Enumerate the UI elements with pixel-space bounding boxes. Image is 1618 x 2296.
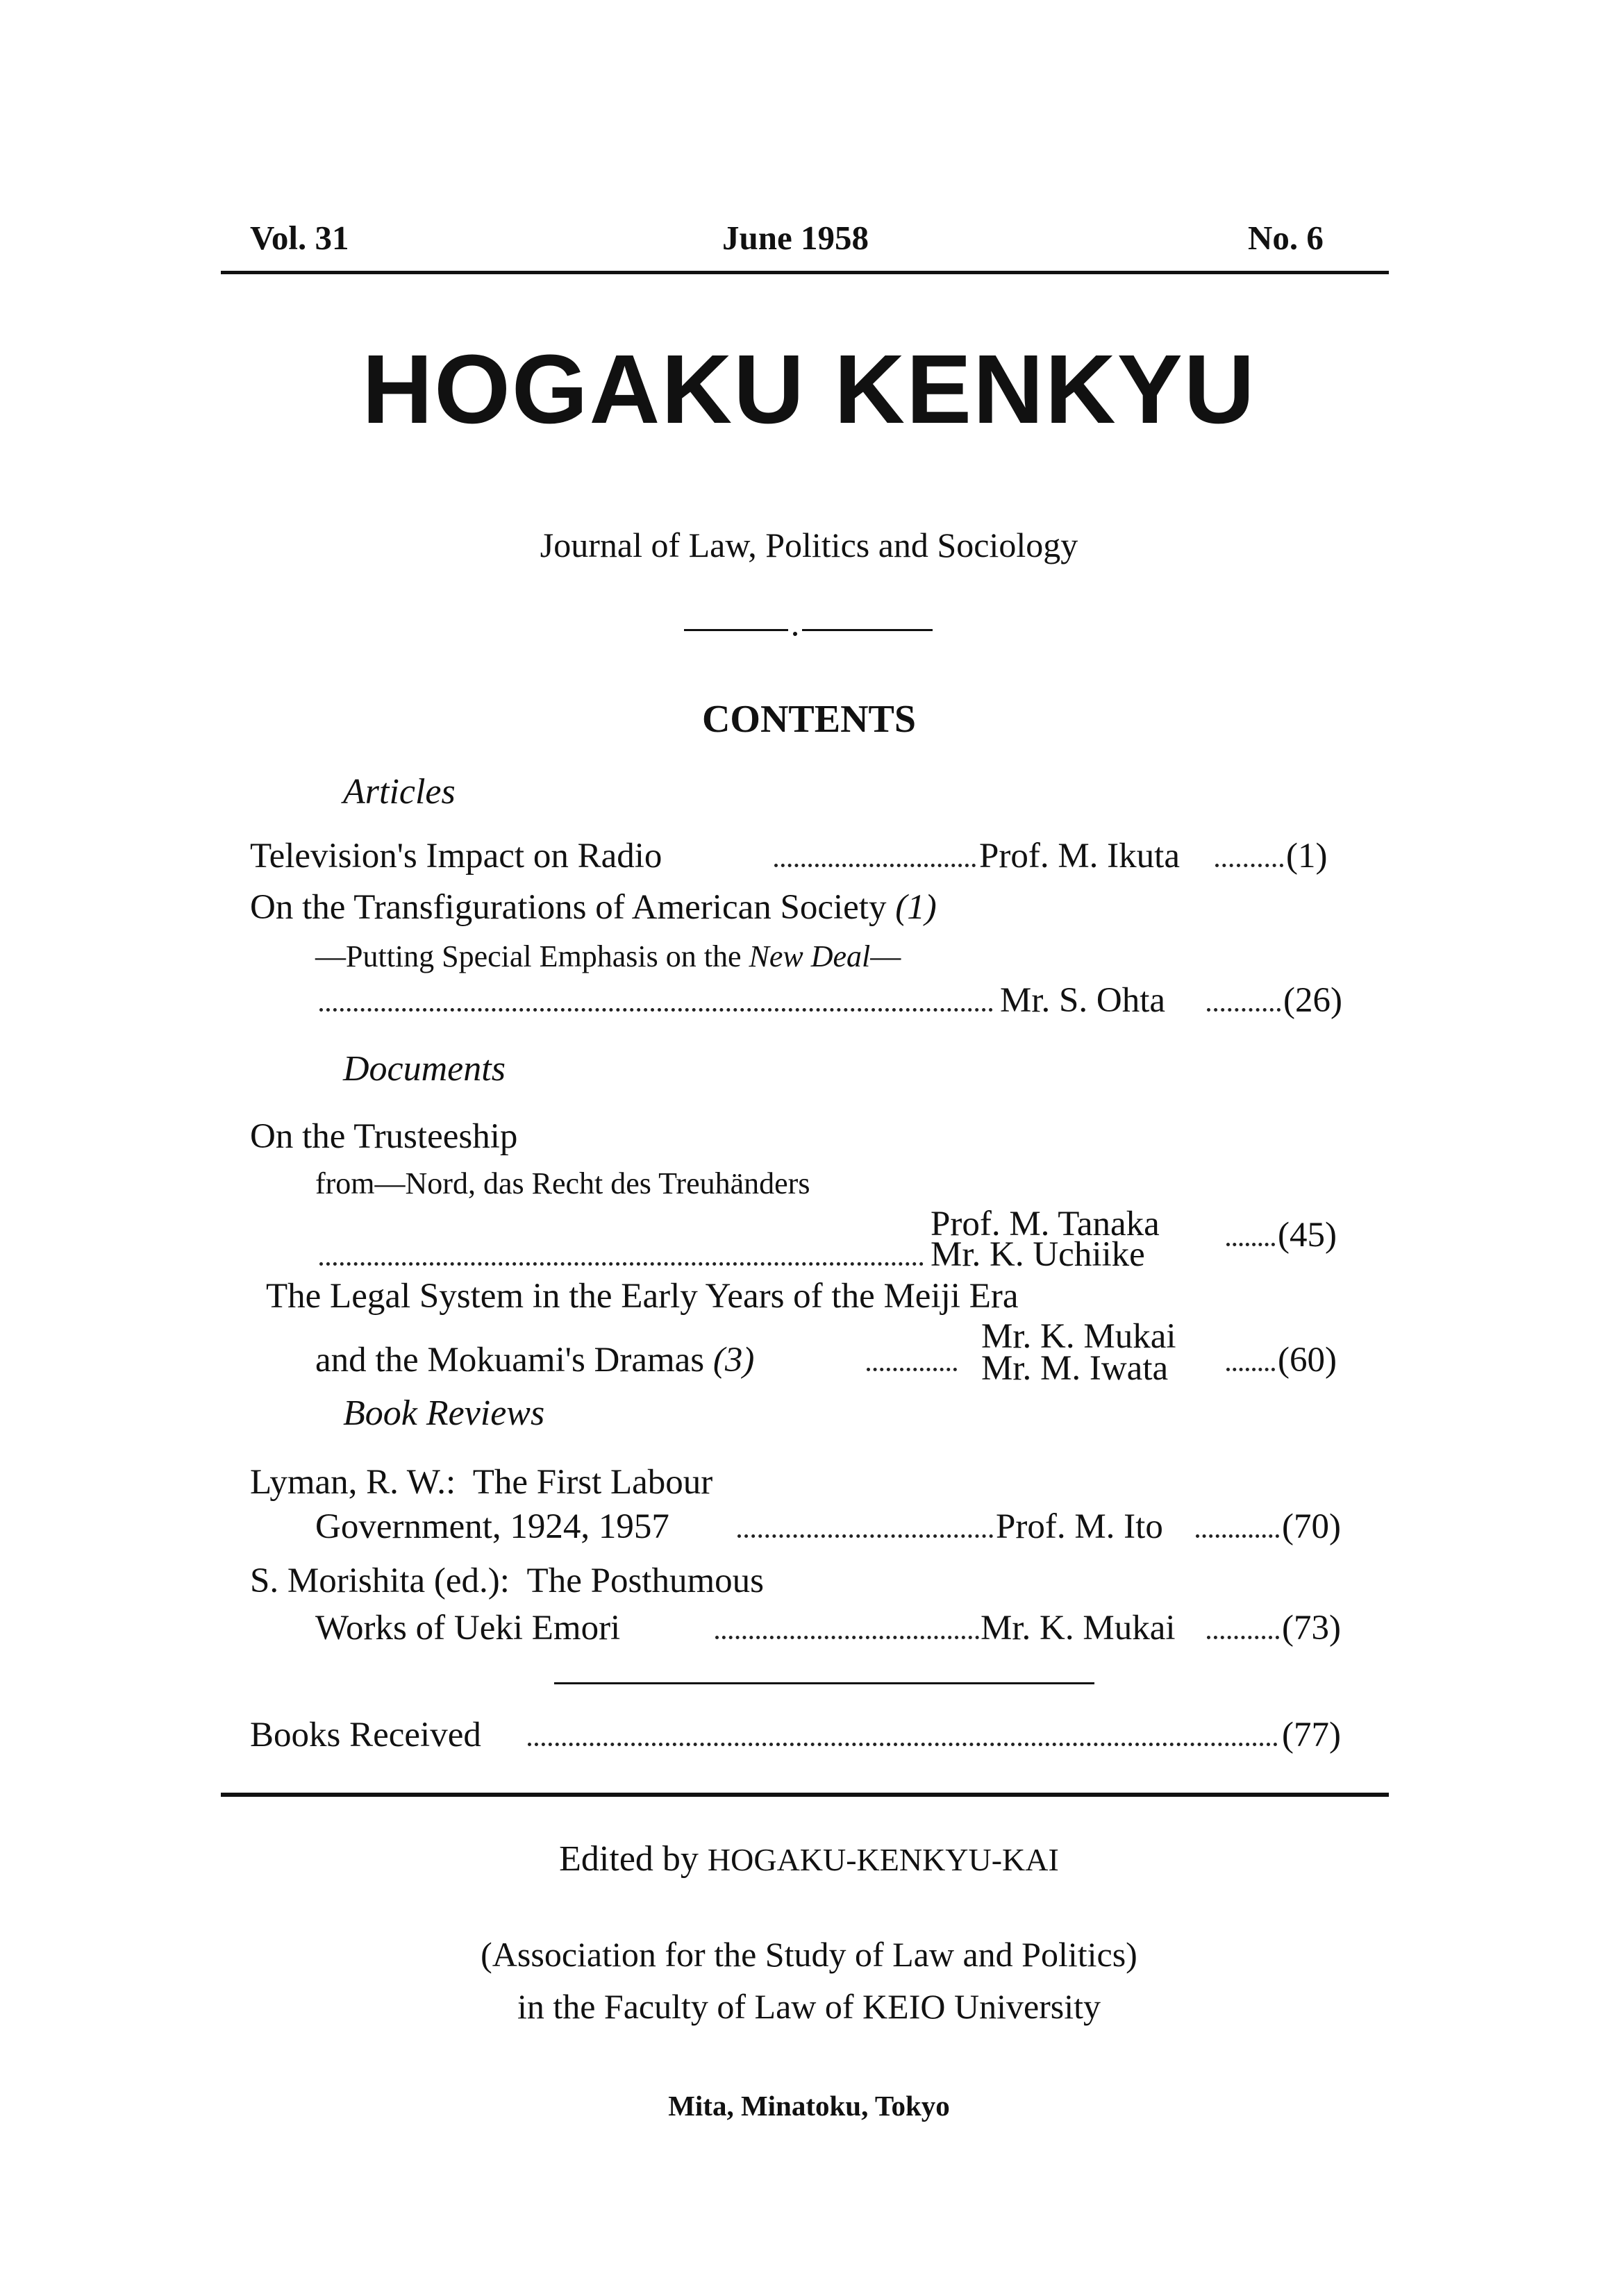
divider-dot [793, 632, 797, 636]
document-title: On the Trusteeship [250, 1117, 518, 1156]
leader-dots [774, 864, 976, 867]
issue-number: No. 6 [1248, 219, 1324, 257]
publisher-address: Mita, Minatoku, Tokyo [668, 2090, 950, 2122]
subtitle-text: —Putting Special Emphasis on the [315, 939, 749, 973]
edited-by [0, 1841, 1618, 1877]
issue-date: June 1958 [722, 219, 869, 257]
leader-dots [1196, 1534, 1279, 1538]
document-author: Prof. M. Tanaka [931, 1205, 1160, 1243]
part-number: (1) [895, 888, 937, 927]
document-author: Mr. K. Mukai [981, 1317, 1176, 1356]
footer-rule [221, 1793, 1389, 1797]
article-title-text: On the Transfigurations of American Society [250, 888, 887, 927]
article-author: Mr. S. Ohta [1000, 981, 1166, 1020]
divider-right [802, 629, 933, 631]
leader-dots [715, 1636, 979, 1639]
leader-dots [1226, 1368, 1275, 1371]
page-number: (45) [1278, 1216, 1337, 1255]
article-subtitle [315, 941, 901, 972]
divider-left [684, 629, 788, 631]
document-source: from—Nord, das Recht des Treuhänders [315, 1166, 810, 1200]
journal-title: HOGAKU KENKYU [362, 334, 1256, 444]
review-title: S. Morishita (ed.): The Posthumous [250, 1561, 764, 1600]
leader-dots [528, 1743, 1278, 1746]
document-title: The Legal System in the Early Years of the Meiji Era [266, 1277, 1019, 1316]
document-title-text: and the Mokuami's Dramas [315, 1341, 705, 1380]
section-articles: Articles [343, 772, 456, 812]
review-author: Mr. K. Mukai [981, 1609, 1176, 1648]
review-author: Prof. M. Ito [996, 1507, 1163, 1546]
leader-dots [737, 1534, 993, 1538]
faculty-line: in the Faculty of Law of KEIO University [517, 1987, 1101, 2026]
section-documents: Documents [343, 1049, 506, 1089]
document-title-continued [315, 1343, 754, 1378]
article-author: Prof. M. Ikuta [979, 837, 1180, 875]
section-divider [554, 1682, 1094, 1684]
review-title-continued: Works of Ueki Emori [315, 1609, 621, 1648]
section-book-reviews: Book Reviews [343, 1393, 545, 1433]
article-title [250, 890, 937, 925]
header-rule [221, 271, 1389, 274]
subtitle-dash: — [870, 939, 901, 973]
page-number: (77) [1282, 1716, 1341, 1754]
page-number: (60) [1278, 1341, 1337, 1380]
page-number: (26) [1283, 981, 1342, 1020]
leader-dots [1226, 1243, 1275, 1246]
journal-subtitle: Journal of Law, Politics and Sociology [540, 526, 1078, 564]
page-number: (73) [1282, 1609, 1341, 1648]
leader-dots [1215, 864, 1283, 867]
page-number: (70) [1282, 1507, 1341, 1546]
leader-dots [319, 1008, 993, 1012]
document-author: Mr. M. Iwata [981, 1349, 1169, 1388]
part-number: (3) [712, 1341, 755, 1380]
volume-label: Vol. 31 [250, 219, 349, 257]
leader-dots [867, 1368, 957, 1371]
subtitle-italic: New Deal [749, 939, 871, 973]
document-author: Mr. K. Uchiike [931, 1235, 1145, 1274]
edited-by-prefix: Edited by [559, 1839, 699, 1879]
leader-dots [319, 1262, 924, 1266]
article-title: Television's Impact on Radio [250, 837, 662, 875]
page-number: (1) [1286, 837, 1328, 875]
editor-name: HOGAKU-KENKYU-KAI [707, 1842, 1059, 1877]
leader-dots [1207, 1636, 1279, 1639]
review-title: Lyman, R. W.: The First Labour [250, 1463, 713, 1502]
books-received-label: Books Received [250, 1716, 481, 1754]
contents-heading: CONTENTS [701, 698, 917, 741]
leader-dots [1207, 1008, 1281, 1012]
association-name: (Association for the Study of Law and Politics) [481, 1935, 1137, 1974]
review-title-continued: Government, 1924, 1957 [315, 1507, 669, 1546]
